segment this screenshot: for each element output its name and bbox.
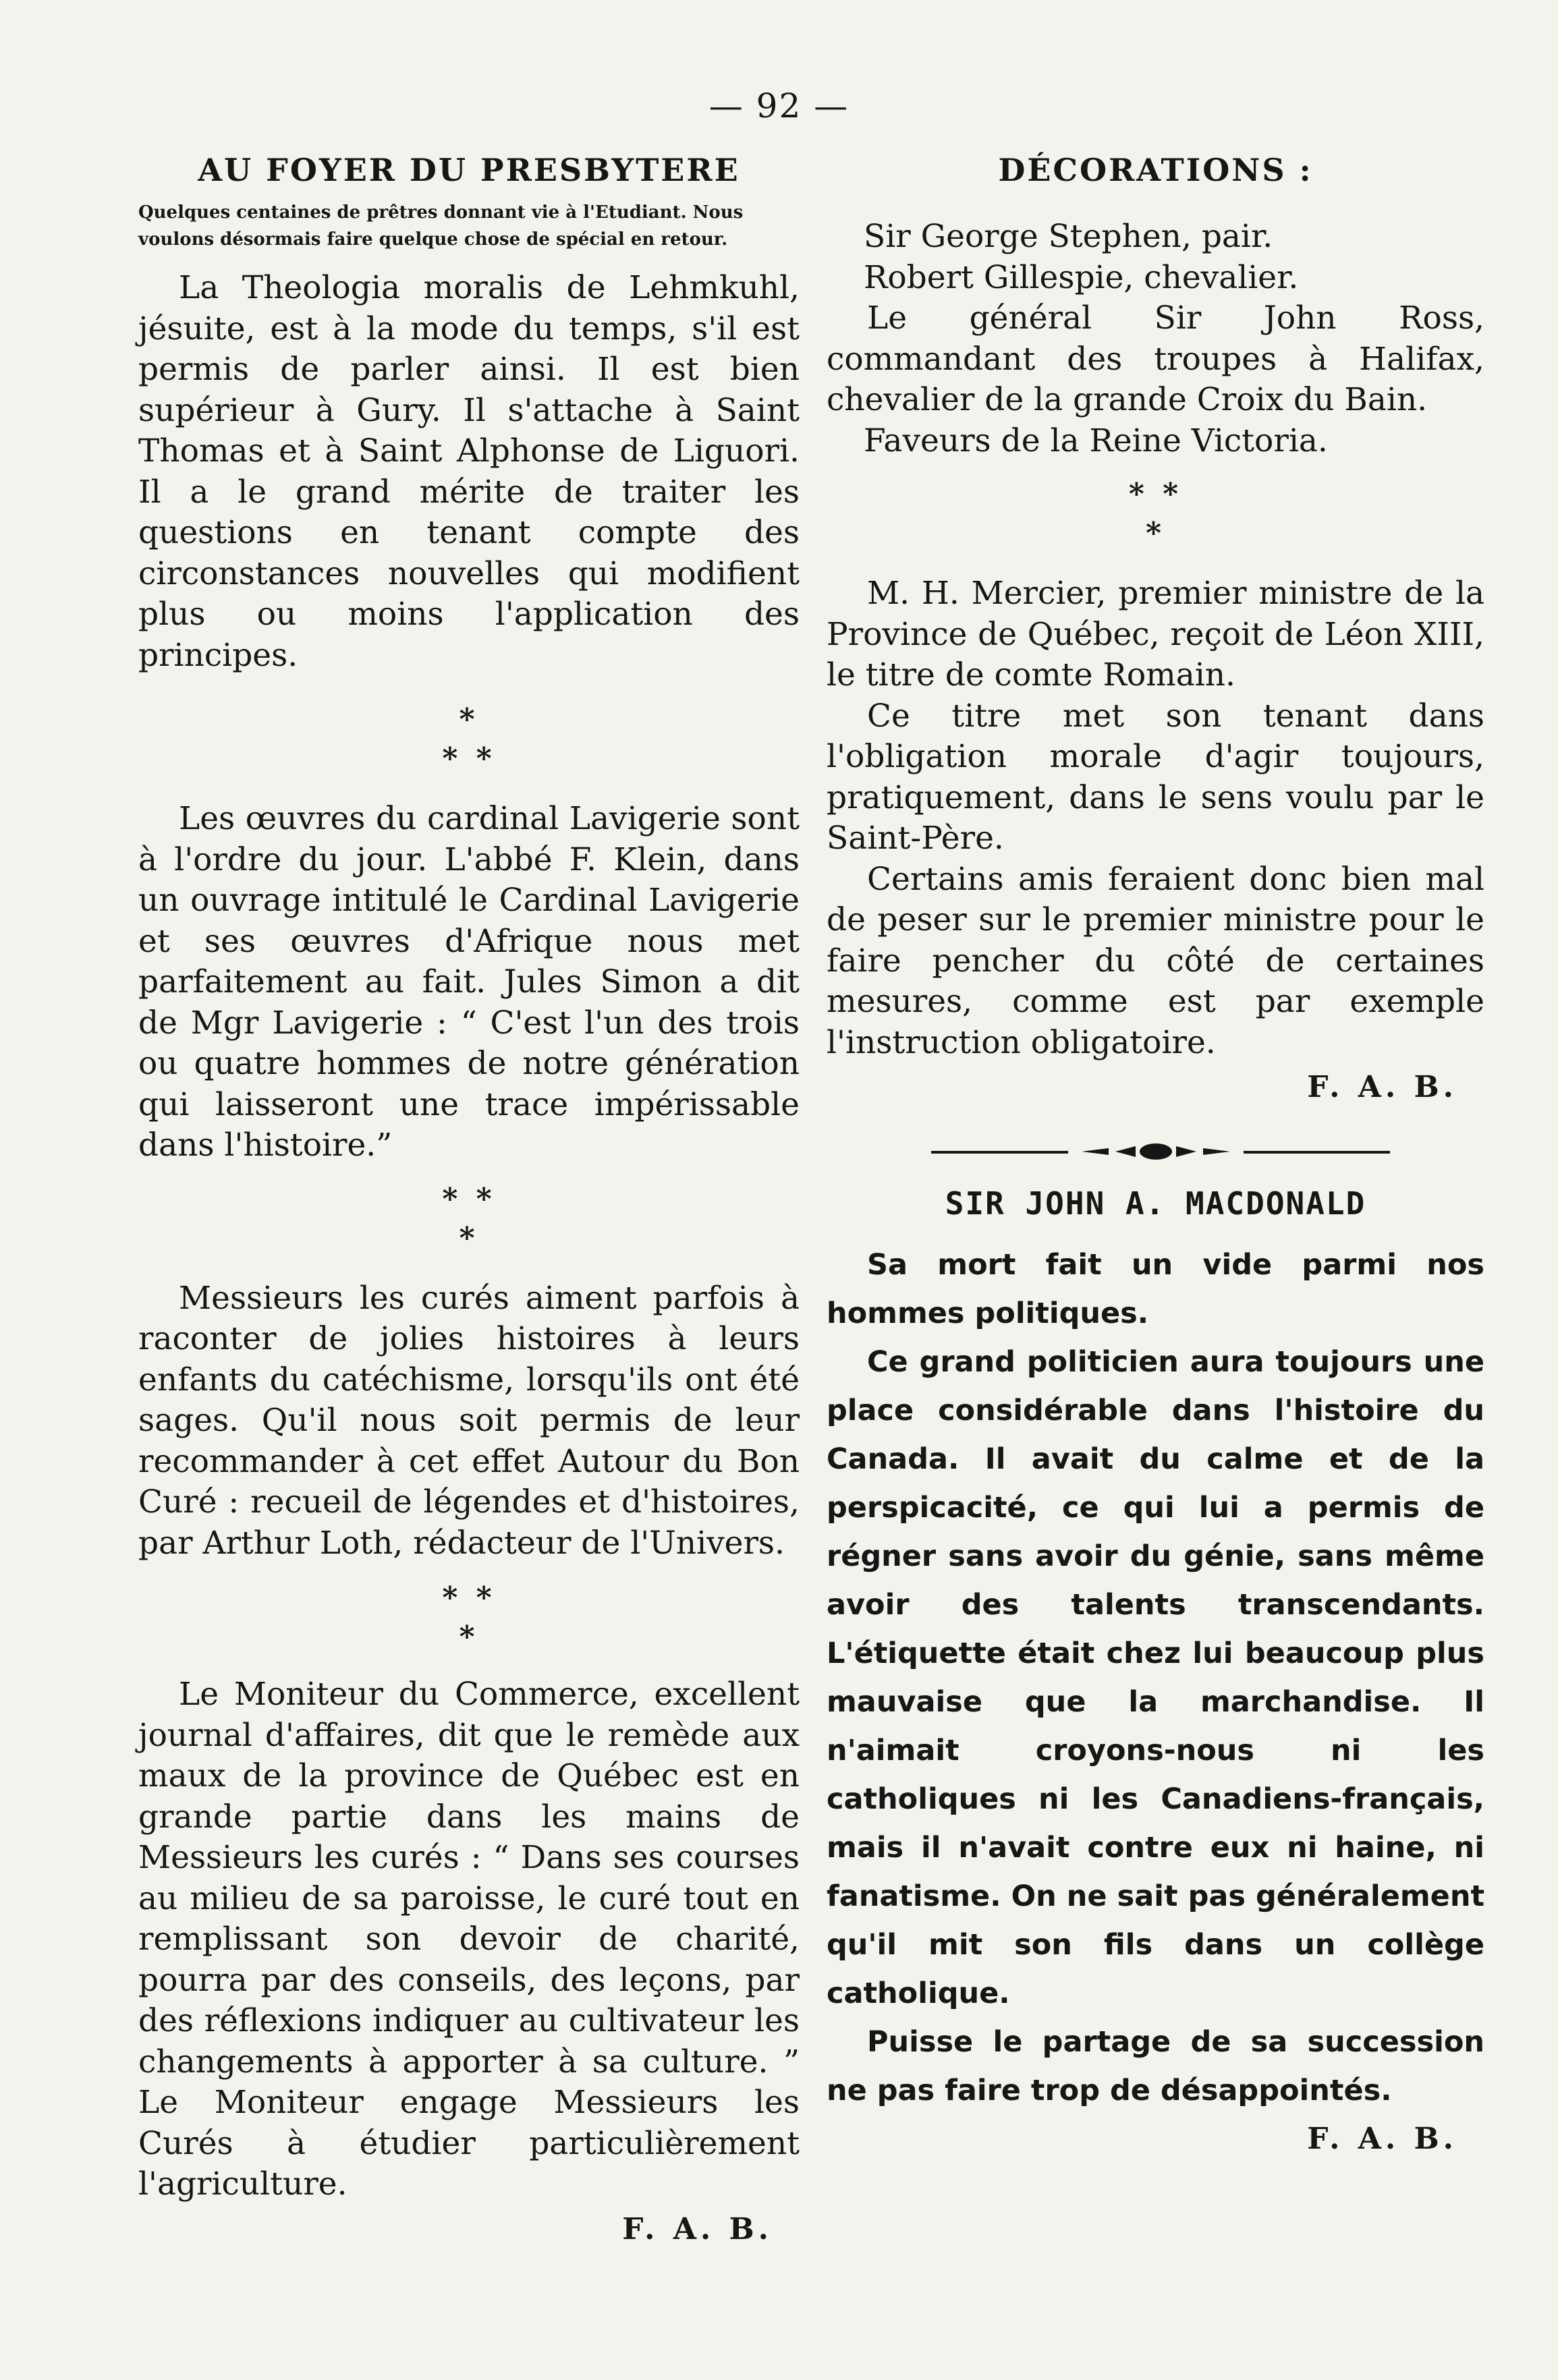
ornament-icon bbox=[1068, 1138, 1244, 1165]
macdonald-heading: SIR JOHN A. MACDONALD bbox=[945, 1185, 1366, 1222]
divider-ornament-icon bbox=[827, 1138, 1484, 1171]
right-signature-1: F. A. B. bbox=[1307, 1070, 1457, 1104]
right-paragraph-2: M. H. Mercier, premier ministre de la Province de Québec, reçoit de Léon XIII, le titre de comte Romain. bbox=[827, 575, 1484, 693]
asterism-4: * * * bbox=[1128, 477, 1183, 550]
decoration-paragraph: Le général Sir John Ross, commandant des troupes à Halifax, chevalier de la grande Croix du Bain. bbox=[827, 300, 1484, 418]
left-heading: AU FOYER DU PRESBYTERE bbox=[198, 152, 740, 188]
left-paragraph-3: Messieurs les curés aiment parfois à raconter de jolies histoires à leurs enfants du catéchisme, lorsqu'ils ont été sages. Qu'il nous soit permis de leur recommander à cet effet Autour du Bon Curé : recueil de légendes et d'histoires, par Arthur Loth, rédacteur de l'Univers. bbox=[138, 1279, 800, 1562]
decoration-line-2: Robert Gillespie, chevalier. bbox=[864, 258, 1299, 296]
left-paragraph-4: Le Moniteur du Commerce, excellent journal d'affaires, dit que le remède aux maux de la province de Québec est en grande partie dans les mains de Messieurs les curés : “ Dans ses courses au milieu de sa paroisse, le curé tout en remplissant son devoir de charité, pourra par des conseils, des leçons, par des réflexions indiquer au cultivateur les changements à apporter à sa culture. ” Le Moniteur engage Messieurs les Curés à étudier particulièrement l'agriculture. bbox=[138, 1676, 800, 2203]
macdonald-paragraph-2: Ce grand politicien aura toujours une place considérable dans l'histoire du Canada. Il avait du calme et de la perspicacité, ce qui lui a permis de régner sans avoir du génie, sans même avoir des talents transcendants. L'étiquette était chez lui beaucoup plus mauvaise que la marchandise. Il n'aimait croyons-nous ni les catholiques ni les Canadiens-français, mais il n'avait contre eux ni haine, ni fanatisme. On ne sait pas généralement qu'il mit son fils dans un collège catholique. bbox=[827, 1345, 1484, 2010]
ornamental-divider bbox=[827, 1138, 1484, 1165]
left-column bbox=[138, 152, 800, 2246]
macdonald-paragraph-3: Puisse le partage de sa succession ne pas faire trop de désappointés. bbox=[827, 2025, 1484, 2107]
right-paragraph-4: Certains amis feraient donc bien mal de peser sur le premier ministre pour le faire pencher du côté de certaines mesures, comme est par exemple l'instruction obligatoire. bbox=[827, 860, 1484, 1061]
decorations-heading: DÉCORATIONS : bbox=[998, 152, 1313, 188]
asterism-3: * * * bbox=[442, 1581, 496, 1654]
page-number: — 92 — bbox=[708, 86, 850, 125]
decoration-line-1: Sir George Stephen, pair. bbox=[864, 218, 1273, 255]
right-column bbox=[827, 152, 1484, 2156]
left-paragraph-1: La Theologia moralis de Lehmkuhl, jésuite, est à la mode du temps, s'il est permis de parler ainsi. Il est bien supérieur à Gury. Il s'attache à Saint Thomas et à Saint Alphonse de Liguori. Il a le grand mérite de traiter les questions en tenant compte des circonstances nouvelles qui modifient plus ou moins l'application des principes. bbox=[138, 269, 800, 674]
left-paragraph-2: Les œuvres du cardinal Lavigerie sont à l'ordre du jour. L'abbé F. Klein, dans un ouvrage intitulé le Cardinal Lavigerie et ses œuvres d'Afrique nous met parfaitement au fait. Jules Simon a dit de Mgr Lavigerie : “ C'est l'un des trois ou quatre hommes de notre génération qui laisseront une trace impérissable dans l'histoire.” bbox=[138, 800, 800, 1164]
decoration-line-3: Faveurs de la Reine Victoria. bbox=[864, 422, 1328, 459]
asterism-2: * * * bbox=[442, 1181, 496, 1255]
asterism-1: * * * bbox=[442, 702, 496, 776]
left-signature: F. A. B. bbox=[622, 2211, 773, 2246]
right-signature-2: F. A. B. bbox=[1307, 2122, 1457, 2156]
right-paragraph-3: Ce titre met son tenant dans l'obligation morale d'agir toujours, pratiquement, dans le sens voulu par le Saint-Père. bbox=[827, 697, 1484, 857]
left-intro: Quelques centaines de prêtres donnant vie à l'Etudiant. Nous voulons désormais faire quelque chose de spécial en retour. bbox=[138, 202, 744, 250]
macdonald-paragraph-1: Sa mort fait un vide parmi nos hommes politiques. bbox=[827, 1248, 1484, 1330]
